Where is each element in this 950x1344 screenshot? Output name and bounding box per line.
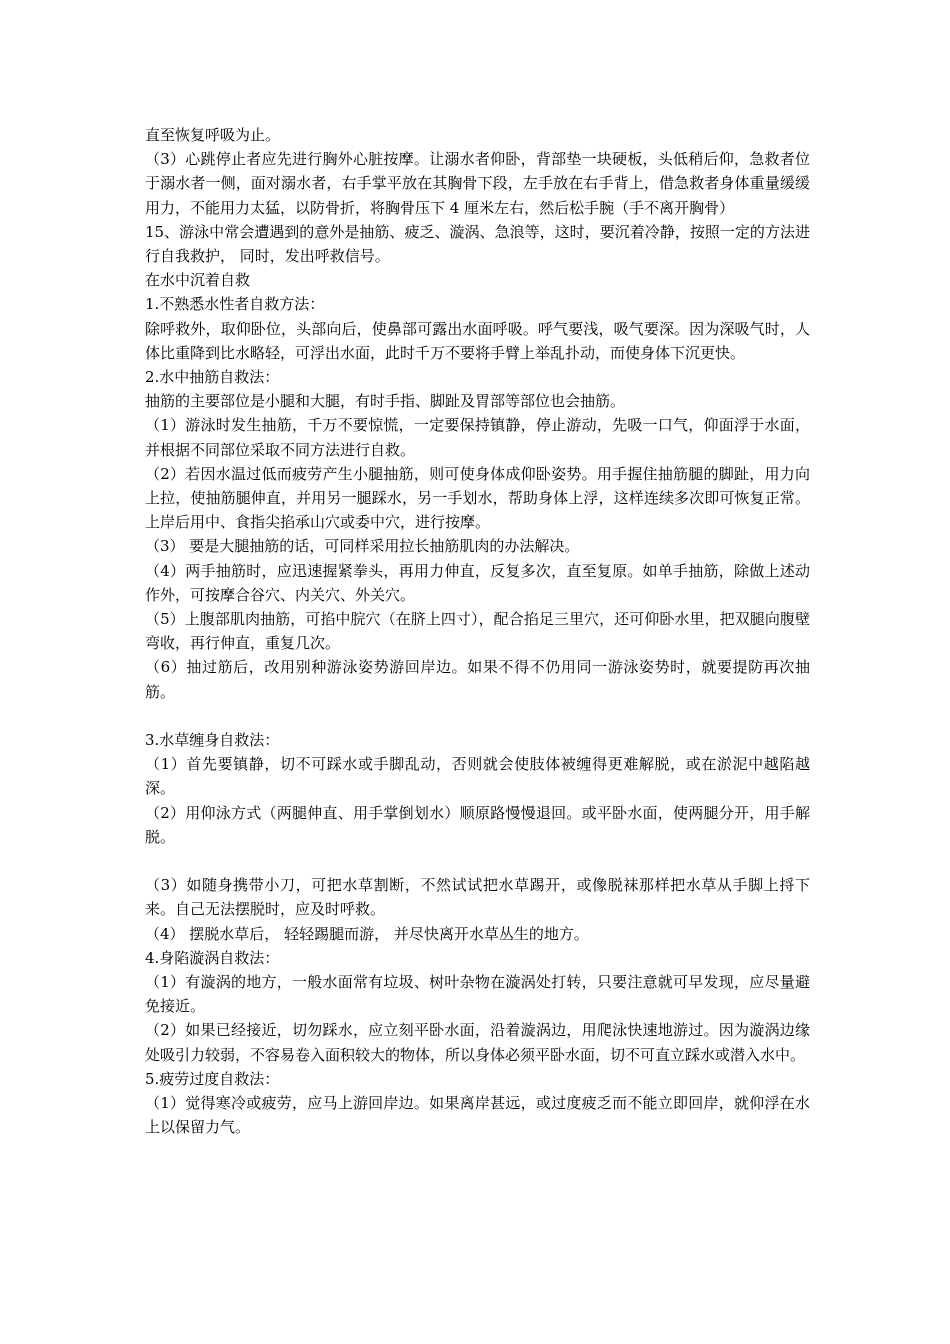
paragraph-cramp-1: （1）游泳时发生抽筋，千万不要惊慌，一定要保持镇静，停止游动，先吸一口气，仰面浮于水面， 并根据不同部位采取不同方法进行自救。 [145,416,810,459]
paragraph-cramp-3: （3） 要是大腿抽筋的话，可同样采用拉长抽筋肌肉的办法解决。 [145,537,580,556]
paragraph-cramp-intro: 抽筋的主要部位是小腿和大腿，有时手指、脚趾及胃部等部位也会抽筋。 [145,392,626,411]
blank-line [145,849,810,873]
paragraph-item-15: 15、游泳中常会遭遇到的意外是抽筋、疲乏、漩涡、急浪等，这时，要沉着冷静，按照一定的方法进行自我救护， 同时，发出呼救信号。 [145,222,810,266]
subheading-cramp: 2.水中抽筋自救法： [145,368,280,387]
paragraph-whirlpool-1: （1）有漩涡的地方，一般水面常有垃圾、树叶杂物在漩涡处打转，只要注意就可早发现，应尽量避免接近。 [145,973,810,1016]
paragraph-weeds-2: （2）用仰泳方式（两腿伸直、用手掌倒划水）顺原路慢慢退回。或平卧水面，使两腿分开，用手解脱。 [145,803,810,846]
paragraph-whirlpool-2: （2）如果已经接近，切勿踩水，应立刻平卧水面，沿着漩涡边，用爬泳快速地游过。因为漩涡边缘处吸引力较弱，不容易卷入面积较大的物体，所以身体必须平卧水面，切不可直立踩水或潜入水中。 [145,1021,810,1064]
paragraph-cramp-5: （5）上腹部肌肉抽筋，可掐中脘穴（在脐上四寸），配合掐足三里穴，还可仰卧水里，把双腿向腹壁弯收，再行伸直，重复几次。 [145,610,810,653]
blank-line [145,704,810,728]
subheading-non-swimmer: 1.不熟悉水性者自救方法： [145,295,325,314]
paragraph-weeds-1: （1）首先要镇静，切不可踩水或手脚乱动，否则就会使肢体被缠得更难解脱，或在淤泥中越陷越深。 [145,755,810,798]
paragraph-recovery-end: 直至恢复呼吸为止。 [145,126,281,144]
paragraph-cpr: （3）心跳停止者应先进行胸外心脏按摩。让溺水者仰卧，背部垫一块硬板，头低稍后仰，急救者位于溺水者一侧，面对溺水者，右手掌平放在其胸骨下段，左手放在右手背上，借急救者身体重量缓缓用力，不能用力太猛，以防骨折，将胸骨压下 4 厘米左右，然后松手腕（手不离开胸骨） [145,150,810,217]
paragraph-cramp-4: （4）两手抽筋时，应迅速握紧拳头，再用力伸直，反复多次，直至复原。如单手抽筋，除做上述动作外，可按摩合谷穴、内关穴、外关穴。 [145,561,810,604]
paragraph-weeds-4: （4） 摆脱水草后， 轻轻踢腿而游， 并尽快离开水草丛生的地方。 [145,924,589,943]
paragraph-cramp-2: （2）若因水温过低而疲劳产生小腿抽筋，则可使身体成仰卧姿势。用手握住抽筋腿的脚趾，用力向上拉，使抽筋腿伸直，并用另一腿踩水，另一手划水，帮助身体上浮，这样连续多次即可恢复正常。上岸后用中、食指尖掐承山穴或委中穴，进行按摩。 [145,464,810,532]
document-page [145,123,810,1140]
subheading-whirlpool: 4.身陷漩涡自救法： [145,948,280,967]
paragraph-weeds-3: （3）如随身携带小刀，可把水草割断，不然试试把水草踢开，或像脱袜那样把水草从手脚上捋下来。自己无法摆脱时，应及时呼救。 [145,876,810,919]
subheading-weeds: 3.水草缠身自救法： [145,731,280,750]
paragraph-non-swimmer: 除呼救外，取仰卧位，头部向后，使鼻部可露出水面呼吸。呼气要浅，吸气要深。因为深吸气时，人体比重降到比水略轻，可浮出水面，此时千万不要将手臂上举乱扑动，而使身体下沉更快。 [145,319,810,362]
subheading-fatigue: 5.疲劳过度自救法： [145,1069,280,1088]
section-heading-self-rescue: 在水中沉着自救 [145,271,251,290]
paragraph-fatigue-1: （1）觉得寒冷或疲劳，应马上游回岸边。如果离岸甚远，或过度疲乏而不能立即回岸，就仰浮在水上以保留力气。 [145,1094,810,1137]
paragraph-cramp-6: （6）抽过筋后，改用别种游泳姿势游回岸边。如果不得不仍用同一游泳姿势时，就要提防再次抽筋。 [145,658,810,701]
